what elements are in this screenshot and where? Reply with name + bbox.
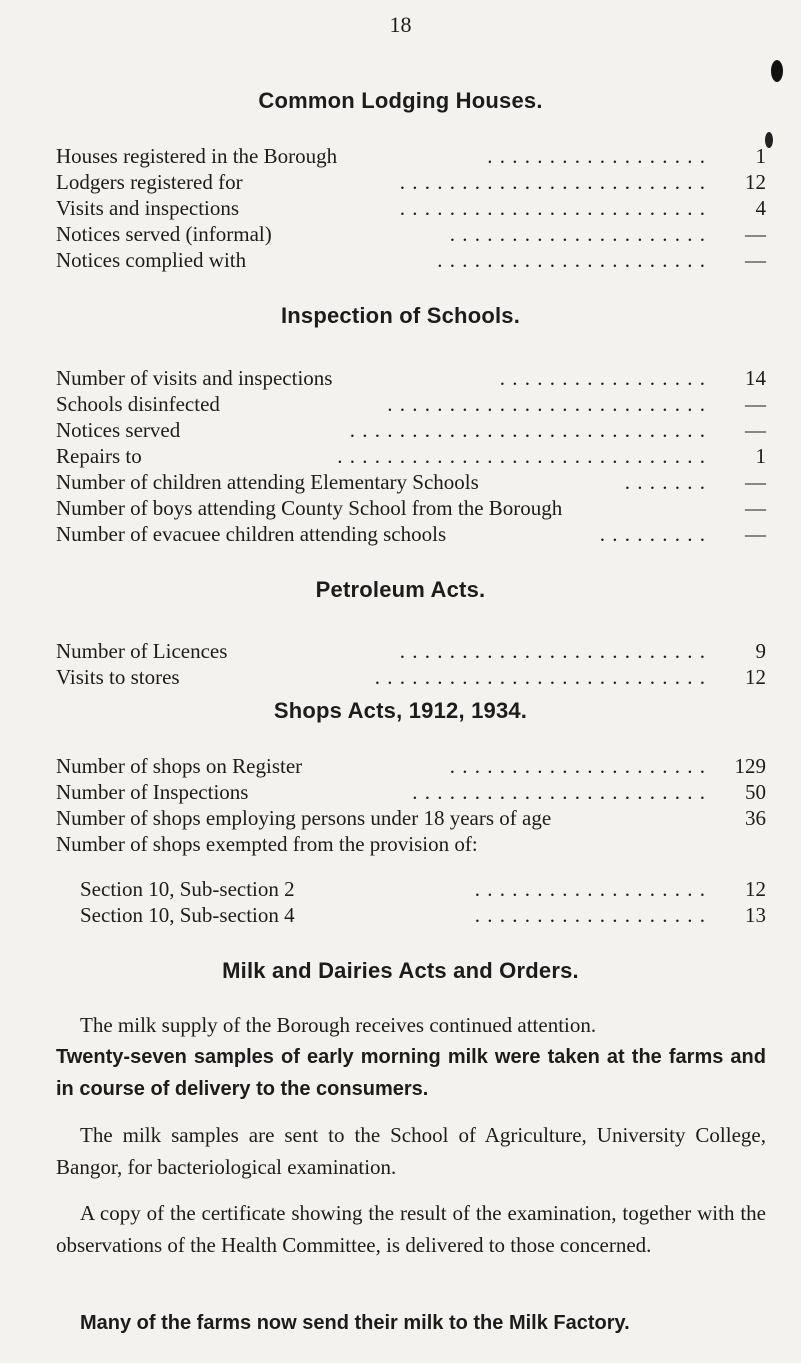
row-value: 14 bbox=[745, 366, 766, 390]
paragraph: The milk samples are sent to the School of Agriculture, University College, Bangor, for bacteriological examination. bbox=[56, 1123, 766, 1179]
row-label: Notices served (informal) bbox=[56, 222, 272, 246]
row-value: 13 bbox=[745, 903, 766, 927]
table-row: Visits to stores . . . . . . . . . . . . . . . . . . . . . . . . . . . 12 bbox=[56, 665, 766, 689]
table-row: Number of evacuee children attending schools . . . . . . . . . — bbox=[56, 522, 766, 546]
row-label: Number of boys attending County School from the Borough bbox=[56, 496, 563, 520]
section-heading-schools: Inspection of Schools. bbox=[280, 303, 521, 328]
row-label: Schools disinfected bbox=[56, 392, 220, 416]
row-value: — bbox=[745, 418, 766, 442]
row-label: Number of children attending Elementary Schools bbox=[56, 470, 479, 494]
page-number: 18 bbox=[389, 12, 412, 37]
row-label: Number of shops on Register bbox=[56, 754, 303, 778]
row-value: — bbox=[745, 470, 766, 494]
table-row: Schools disinfected . . . . . . . . . . . . . . . . . . . . . . . . . . — bbox=[56, 392, 766, 416]
row-label: Lodgers registered for bbox=[56, 170, 243, 194]
table-row: Number of Licences . . . . . . . . . . . . . . . . . . . . . . . . . 9 bbox=[56, 639, 766, 663]
section-heading-milk: Milk and Dairies Acts and Orders. bbox=[222, 958, 579, 983]
row-label: Number of Licences bbox=[56, 639, 228, 663]
row-value: — bbox=[745, 392, 766, 416]
section-heading-petroleum: Petroleum Acts. bbox=[315, 577, 486, 602]
row-value: 36 bbox=[745, 806, 766, 830]
row-value: — bbox=[745, 222, 766, 246]
row-label: Notices served bbox=[56, 418, 181, 442]
table-row: Notices complied with . . . . . . . . . . . . . . . . . . . . . . — bbox=[56, 248, 766, 272]
row-value: 4 bbox=[755, 196, 766, 220]
paragraph: The milk supply of the Borough receives continued attention. bbox=[80, 1013, 597, 1037]
row-label: Number of shops exempted from the provision of: bbox=[56, 832, 478, 856]
row-label: Number of evacuee children attending schools bbox=[56, 522, 447, 546]
row-value: 129 bbox=[734, 754, 766, 778]
table-row: Visits and inspections . . . . . . . . . . . . . . . . . . . . . . . . . 4 bbox=[56, 196, 766, 220]
table-row: Notices served . . . . . . . . . . . . . . . . . . . . . . . . . . . . . — bbox=[56, 418, 766, 442]
table-row: Section 10, Sub-section 2 . . . . . . . . . . . . . . . . . . . 12 bbox=[80, 877, 766, 901]
scan-mark bbox=[765, 132, 773, 148]
row-value: — bbox=[745, 248, 766, 272]
table-row bbox=[56, 831, 766, 857]
section-heading-lodging: Common Lodging Houses. bbox=[258, 88, 543, 113]
row-value: 12 bbox=[745, 877, 766, 901]
row-value: 9 bbox=[755, 639, 766, 663]
scan-mark bbox=[771, 60, 783, 82]
row-label: Number of visits and inspections bbox=[56, 366, 333, 390]
paragraph: A copy of the certificate showing the result of the examination, together with the observations of the Health Committee, is delivered to those concerned. bbox=[56, 1201, 766, 1257]
row-label: Houses registered in the Borough bbox=[56, 144, 338, 168]
paragraph: Twenty-seven samples of early morning milk were taken at the farms and in course of delivery to the consumers. bbox=[56, 1046, 766, 1100]
row-value: 1 bbox=[755, 144, 766, 168]
table-row: Number of children attending Elementary Schools . . . . . . . — bbox=[56, 470, 766, 494]
row-label: Number of shops employing persons under 18 years of age bbox=[56, 806, 552, 830]
row-label: Repairs to bbox=[56, 444, 142, 468]
row-label: Section 10, Sub-section 4 bbox=[80, 903, 295, 927]
row-label: Number of Inspections bbox=[56, 780, 249, 804]
row-value: 12 bbox=[745, 170, 766, 194]
table-row: Number of Inspections . . . . . . . . . . . . . . . . . . . . . . . . 50 bbox=[56, 780, 766, 804]
row-label: Visits to stores bbox=[56, 665, 180, 689]
row-value: 1 bbox=[755, 444, 766, 468]
table-row: Notices served (informal) . . . . . . . . . . . . . . . . . . . . . — bbox=[56, 222, 766, 246]
table-row: Houses registered in the Borough . . . . . . . . . . . . . . . . . . 1 bbox=[56, 144, 766, 168]
section-heading-shops: Shops Acts, 1912, 1934. bbox=[273, 698, 528, 723]
row-value: — bbox=[745, 522, 766, 546]
table-row: Section 10, Sub-section 4 . . . . . . . . . . . . . . . . . . . 13 bbox=[80, 903, 766, 927]
row-value: — bbox=[745, 496, 766, 520]
table-row: Number of shops on Register . . . . . . . . . . . . . . . . . . . . . 129 bbox=[56, 754, 766, 778]
row-value: 50 bbox=[745, 780, 766, 804]
table-row: Number of visits and inspections . . . . . . . . . . . . . . . . . 14 bbox=[56, 366, 766, 390]
table-row: Repairs to . . . . . . . . . . . . . . . . . . . . . . . . . . . . . . 1 bbox=[56, 444, 766, 468]
table-row bbox=[56, 805, 766, 831]
row-label: Visits and inspections bbox=[56, 196, 240, 220]
paragraph: Many of the farms now send their milk to the Milk Factory. bbox=[80, 1312, 630, 1334]
row-label: Section 10, Sub-section 2 bbox=[80, 877, 295, 901]
row-value: 12 bbox=[745, 665, 766, 689]
row-label: Notices complied with bbox=[56, 248, 247, 272]
table-row bbox=[56, 495, 766, 521]
table-row: Lodgers registered for . . . . . . . . . . . . . . . . . . . . . . . . . 12 bbox=[56, 170, 766, 194]
